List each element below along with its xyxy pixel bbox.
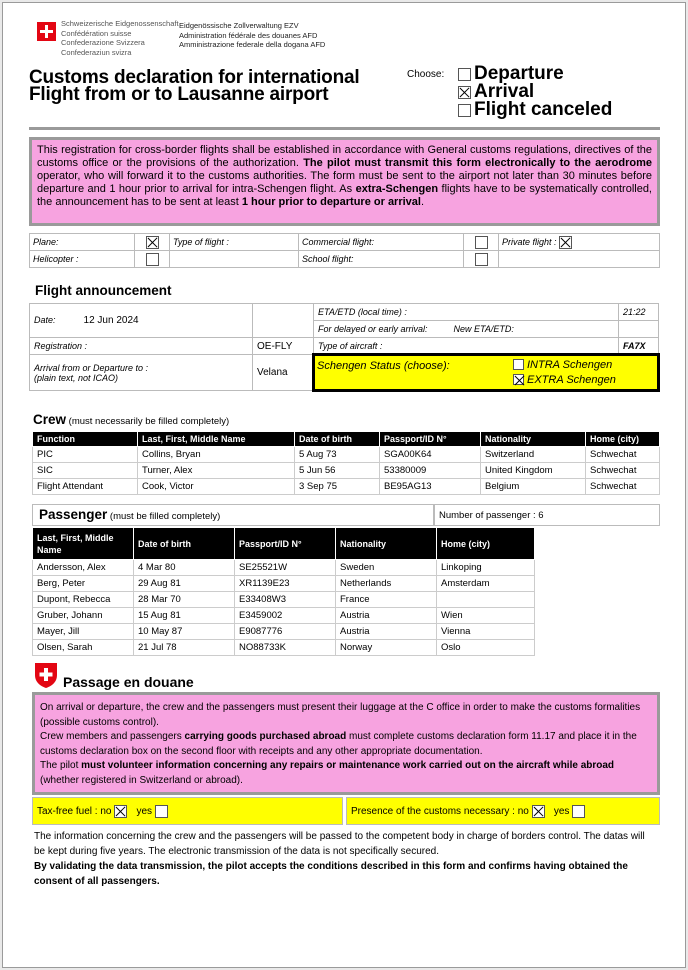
date-cell: Date: 12 Jun 2024 [30, 304, 253, 338]
option-departure[interactable]: Departure [458, 65, 612, 83]
customs-presence: Presence of the customs necessary : no yes [346, 797, 660, 825]
table-row[interactable]: Gruber, Johann 15 Aug 81 E3459002 Austria Wien [33, 608, 535, 624]
presence-no-checkbox[interactable] [532, 805, 545, 818]
gov-names-left: Schweizerische Eidgenossenschaft Confédération suisse Confederazione Svizzera Confederaziun svizra [61, 19, 179, 57]
registration-label: Registration : [30, 338, 253, 355]
passenger-table [32, 527, 535, 656]
table-row[interactable]: Andersson, Alex 4 Mar 80 SE25521W Sweden Linkoping [33, 560, 535, 576]
extra-schengen-checkbox[interactable] [513, 374, 524, 385]
swiss-cross-logo [37, 22, 56, 41]
table-row[interactable]: PIC Collins, Bryan 5 Aug 73 SGA00K64 Switzerland Schwechat [33, 447, 660, 463]
customs-form-page [2, 2, 686, 968]
plane-label: Plane: [30, 234, 135, 251]
swiss-shield-icon [33, 661, 59, 689]
private-checkbox[interactable] [559, 236, 572, 249]
aircraft-type-label: Type of aircraft : [314, 338, 619, 355]
intra-schengen-option[interactable]: INTRA Schengen [513, 359, 612, 371]
customs-heading: Passage en douane [63, 674, 194, 690]
helicopter-label: Helicopter : [30, 251, 135, 268]
table-row[interactable]: Olsen, Sarah 21 Jul 78 NO88733K Norway Oslo [33, 640, 535, 656]
schengen-status-box: Schengen Status (choose): INTRA Schengen EXTRA Schengen [314, 355, 659, 391]
crew-heading: Crew (must necessarily be filled completely) [33, 412, 230, 427]
tax-free-yes-checkbox[interactable] [155, 805, 168, 818]
plane-checkbox[interactable] [146, 236, 159, 249]
crew-table [32, 431, 660, 495]
intra-schengen-checkbox[interactable] [513, 359, 524, 370]
footer-notes: The information concerning the crew and the passengers will be passed to the competent body in charge of borders control. The datas will be kept during five years. The electronic transmission of the data is not specifically secured. By validating the data transmission, the pilot accepts the conditions described in this form and confirms having obtained the consent of all passengers. [34, 831, 645, 887]
arrdep-label: Arrival from or Departure to : (plain text, not ICAO) [30, 355, 253, 391]
helicopter-checkbox[interactable] [146, 253, 159, 266]
eta-label: ETA/ETD (local time) : [314, 304, 619, 321]
gov-names-right: Eidgenössische Zollverwaltung EZV Administration fédérale des douanes AFD Amministrazione federale della dogana AFD [179, 21, 326, 49]
school-flight-label: School flight: [299, 251, 464, 268]
table-row[interactable]: Berg, Peter 29 Aug 81 XR1139E23 Netherlands Amsterdam [33, 576, 535, 592]
presence-yes-checkbox[interactable] [572, 805, 585, 818]
page-title: Customs declaration for international Flight from or to Lausanne airport [29, 67, 360, 105]
registration-value[interactable]: OE-FLY [253, 338, 314, 355]
extra-schengen-option[interactable]: EXTRA Schengen [513, 374, 616, 386]
aircraft-type-value[interactable]: FA7X [619, 338, 659, 355]
commercial-cell[interactable] [464, 234, 499, 251]
tax-free-no-checkbox[interactable] [114, 805, 127, 818]
customs-info-box: On arrival or departure, the crew and the passengers must present their luggage at the C office in order to make the customs formalities (possible customs control). Crew members and passengers carrying goods purchased abroad must complete customs declaration form 11.17 and place it in the customs declaration box on the second floor with receipts and any other appropriate documentation. The pilot must volunteer information concerning any repairs or maintenance work carried out on the aircraft while abroad (whether registered in Switzerland or abroad). [32, 692, 660, 795]
crew-header-row: Function Last, First, Middle Name Date of birth Passport/ID N° Nationality Home (city) [33, 432, 660, 447]
delayed-cell: For delayed or early arrival: New ETA/ETD: [314, 321, 619, 338]
arrival-checkbox[interactable] [458, 86, 471, 99]
aircraft-type-grid [29, 233, 660, 268]
table-row[interactable]: Mayer, Jill 10 May 87 E9087776 Austria Vienna [33, 624, 535, 640]
passenger-header-row: Last, First, Middle Name Date of birth Passport/ID N° Nationality Home (city) [33, 528, 535, 560]
canceled-checkbox[interactable] [458, 104, 471, 117]
registration-notice: This registration for cross-border flights shall be established in accordance with General customs regulations, directives of the customs office or the provisions of the authorization. The pilot must transmit this form electronically to the aerodrome operator, who will forward it to the customs authorities. The form must be sent to the airport not later than 30 minutes before departure and 1 hour prior to arrival for intra-Schengen flight. As extra-Schengen flights have to be systematically controlled, the announcement has to be sent at least 1 hour prior to departure or arrival. [29, 137, 660, 226]
flight-announcement-table [29, 303, 660, 392]
table-row[interactable]: SIC Turner, Alex 5 Jun 56 53380009 United Kingdom Schwechat [33, 463, 660, 479]
arrdep-value[interactable]: Velana [253, 355, 314, 391]
plane-cell[interactable] [135, 234, 170, 251]
flight-choice-group [458, 65, 612, 119]
choose-label: Choose: [407, 69, 445, 80]
divider [29, 127, 660, 130]
helicopter-cell[interactable] [135, 251, 170, 268]
option-arrival[interactable]: Arrival [458, 83, 612, 101]
private-flight-cell[interactable]: Private flight : [499, 234, 660, 251]
table-row[interactable]: Flight Attendant Cook, Victor 3 Sep 75 BE95AG13 Belgium Schwechat [33, 479, 660, 495]
tax-free-fuel: Tax-free fuel : no yes [32, 797, 343, 825]
commercial-checkbox[interactable] [475, 236, 488, 249]
school-cell[interactable] [464, 251, 499, 268]
table-row[interactable]: Dupont, Rebecca 28 Mar 70 E33408W3 France [33, 592, 535, 608]
passenger-heading: Passenger (must be filled completely) [39, 507, 221, 522]
eta-value[interactable]: 21:22 [619, 304, 659, 321]
type-of-flight-label: Type of flight : [170, 234, 299, 251]
option-flight-canceled[interactable]: Flight canceled [458, 101, 612, 119]
passenger-count: Number of passenger : 6 [434, 504, 660, 526]
departure-checkbox[interactable] [458, 68, 471, 81]
school-checkbox[interactable] [475, 253, 488, 266]
commercial-flight-label: Commercial flight: [299, 234, 464, 251]
flight-announcement-heading: Flight announcement [35, 283, 172, 298]
